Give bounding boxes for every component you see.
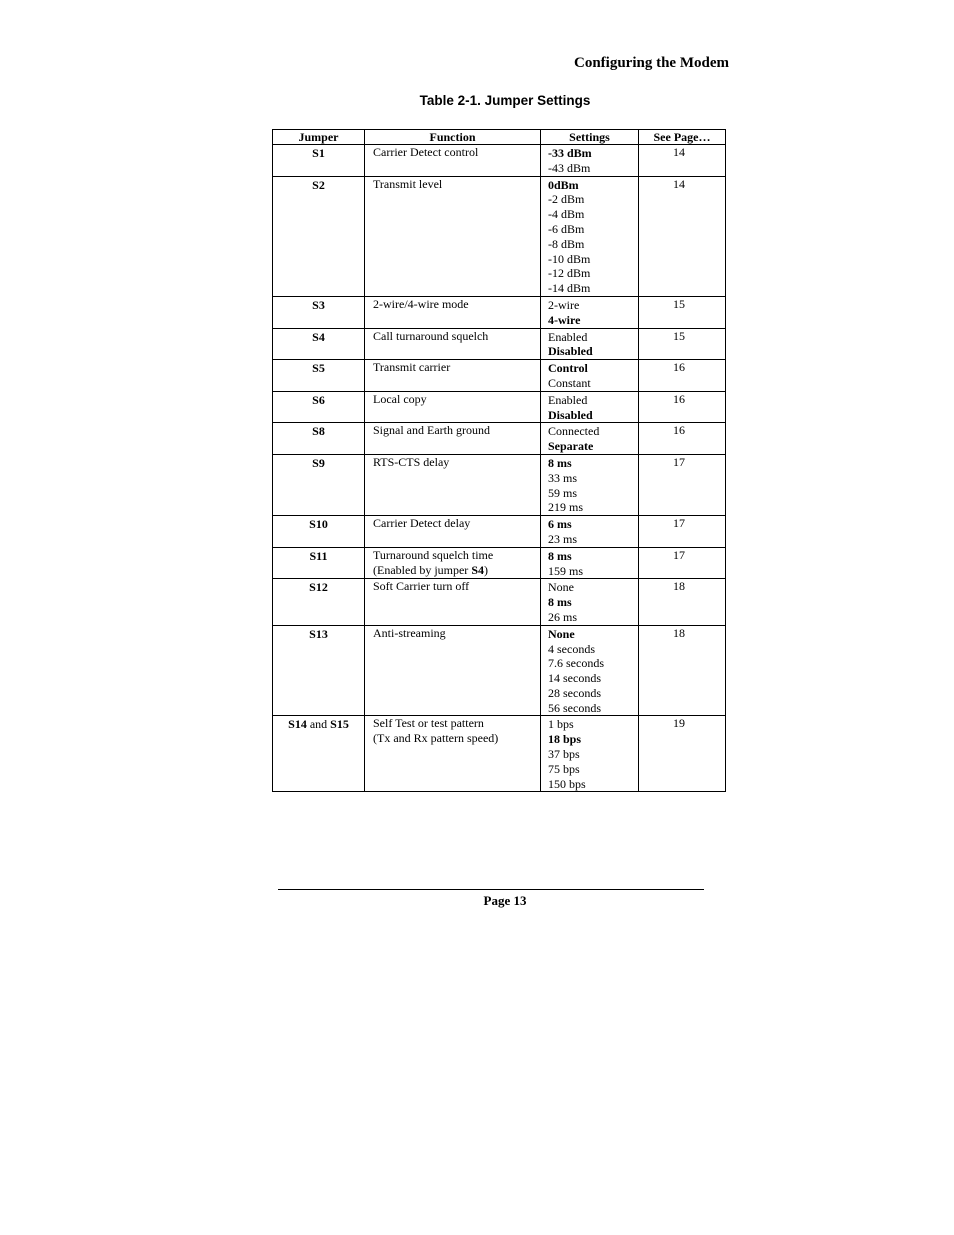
page-number: Page 13 xyxy=(483,893,527,908)
table-row xyxy=(273,516,726,548)
setting-option: 23 ms xyxy=(548,531,578,546)
function-cell xyxy=(365,176,541,296)
setting-option-default: 8 ms xyxy=(548,455,572,470)
jumper-cell xyxy=(273,579,365,625)
see-page-cell: 16 xyxy=(639,360,726,392)
jumper-label: S9 xyxy=(312,455,325,470)
jumper-cell xyxy=(273,547,365,579)
setting-option: 75 bps xyxy=(548,761,580,776)
function-text: Carrier Detect delay xyxy=(373,516,471,531)
setting-option-default: 0dBm xyxy=(548,177,579,192)
setting-option: -43 dBm xyxy=(548,160,591,175)
setting-option-default: Disabled xyxy=(548,344,593,359)
function-cell xyxy=(365,547,541,579)
table-body xyxy=(273,145,726,792)
settings-cell xyxy=(541,391,639,423)
settings-cell xyxy=(541,547,639,579)
function-text: Carrier Detect control xyxy=(373,145,479,159)
table-row xyxy=(273,423,726,455)
function-cell xyxy=(365,454,541,515)
setting-option: -6 dBm xyxy=(548,221,585,236)
jumper-label: S10 xyxy=(309,517,328,532)
setting-option: -8 dBm xyxy=(548,236,585,251)
column-header-function: Function xyxy=(365,130,541,145)
see-page-cell: 14 xyxy=(639,176,726,296)
setting-option: -4 dBm xyxy=(548,207,585,222)
setting-option: 1 bps xyxy=(548,717,574,732)
jumper-label: S3 xyxy=(312,297,325,312)
table-row xyxy=(273,579,726,625)
setting-option: Connected xyxy=(548,424,600,439)
function-cell xyxy=(365,423,541,455)
setting-option-default: Control xyxy=(548,361,588,376)
footer-rule xyxy=(278,889,704,890)
settings-cell xyxy=(541,328,639,360)
setting-option: 219 ms xyxy=(548,500,584,515)
jumper-cell xyxy=(273,625,365,716)
function-cell xyxy=(365,145,541,177)
function-text: RTS-CTS delay xyxy=(373,454,450,469)
see-page-cell: 17 xyxy=(639,516,726,548)
function-text: 2-wire/4-wire mode xyxy=(373,296,469,311)
settings-cell xyxy=(541,360,639,392)
settings-cell xyxy=(541,516,639,548)
setting-option: Enabled xyxy=(548,392,588,407)
jumper-cell xyxy=(273,423,365,455)
function-cell xyxy=(365,716,541,792)
jumper-cell xyxy=(273,328,365,360)
jumper-label: S6 xyxy=(312,392,325,407)
see-page-cell: 18 xyxy=(639,579,726,625)
jumper-label: S15 xyxy=(330,717,349,732)
function-cell xyxy=(365,625,541,716)
function-text: Turnaround squelch time xyxy=(373,547,494,562)
settings-cell xyxy=(541,296,639,328)
see-page-cell: 18 xyxy=(639,625,726,716)
jumper-cell xyxy=(273,716,365,792)
jumper-cell xyxy=(273,296,365,328)
table-caption: Table 2-1. Jumper Settings xyxy=(419,93,591,108)
setting-option: 4 seconds xyxy=(548,641,595,656)
table-row xyxy=(273,625,726,716)
jumper-cell xyxy=(273,454,365,515)
setting-option-default: 6 ms xyxy=(548,517,572,532)
settings-cell xyxy=(541,176,639,296)
table-row xyxy=(273,176,726,296)
setting-option-default: 18 bps xyxy=(548,732,582,747)
settings-cell xyxy=(541,579,639,625)
setting-option: None xyxy=(548,580,574,595)
setting-option: 56 seconds xyxy=(548,700,601,715)
settings-cell xyxy=(541,423,639,455)
table-row xyxy=(273,454,726,515)
function-cell xyxy=(365,296,541,328)
setting-option-default: 8 ms xyxy=(548,595,572,610)
function-text: Self Test or test pattern xyxy=(373,716,484,731)
function-text: Soft Carrier turn off xyxy=(373,579,470,594)
setting-option-default: 8 ms xyxy=(548,548,572,563)
table-row xyxy=(273,360,726,392)
jumper-settings-table xyxy=(272,129,726,792)
function-cell xyxy=(365,328,541,360)
see-page-cell: 15 xyxy=(639,296,726,328)
table-header-row xyxy=(273,130,726,145)
table-row xyxy=(273,547,726,579)
see-page-cell: 14 xyxy=(639,145,726,177)
setting-option: -12 dBm xyxy=(548,266,591,281)
column-header-settings: Settings xyxy=(541,130,639,145)
setting-option: 59 ms xyxy=(548,485,578,500)
function-text: Transmit carrier xyxy=(373,360,451,375)
setting-option: 159 ms xyxy=(548,563,584,578)
function-text: Call turnaround squelch xyxy=(373,328,489,343)
function-text: Signal and Earth ground xyxy=(373,423,490,438)
see-page-cell: 16 xyxy=(639,391,726,423)
table-row xyxy=(273,391,726,423)
settings-cell xyxy=(541,716,639,792)
setting-option: 14 seconds xyxy=(548,671,601,686)
setting-option: 2-wire xyxy=(548,297,580,312)
column-header-see-page: See Page… xyxy=(639,130,726,145)
function-cell xyxy=(365,360,541,392)
settings-cell xyxy=(541,454,639,515)
setting-option-default: Separate xyxy=(548,439,594,454)
setting-option-default: Disabled xyxy=(548,407,593,422)
function-text: (Tx and Rx pattern speed) xyxy=(373,731,499,746)
section-title: Configuring the Modem xyxy=(574,55,729,71)
see-page-cell: 19 xyxy=(639,716,726,792)
table-row xyxy=(273,328,726,360)
setting-option: Enabled xyxy=(548,329,588,344)
see-page-cell: 15 xyxy=(639,328,726,360)
setting-option: 33 ms xyxy=(548,470,578,485)
setting-option: 28 seconds xyxy=(548,685,601,700)
see-page-cell: 17 xyxy=(639,454,726,515)
jumper-cell xyxy=(273,391,365,423)
function-text: (Enabled by jumper S4) xyxy=(373,562,488,577)
jumper-label: S12 xyxy=(309,580,328,595)
setting-option: 37 bps xyxy=(548,747,580,762)
jumper-label: S2 xyxy=(312,177,325,192)
jumper-label: S1 xyxy=(312,146,325,160)
setting-option-default: 4-wire xyxy=(548,312,581,327)
jumper-label: S8 xyxy=(312,424,325,439)
jumper-label: S11 xyxy=(309,548,328,563)
settings-cell xyxy=(541,625,639,716)
jumper-cell xyxy=(273,145,365,177)
table-row xyxy=(273,716,726,792)
table-row xyxy=(273,145,726,177)
setting-option: 26 ms xyxy=(548,609,578,624)
see-page-cell: 17 xyxy=(639,547,726,579)
jumper-cell xyxy=(273,516,365,548)
function-text: Transmit level xyxy=(373,176,443,191)
setting-option: -10 dBm xyxy=(548,251,591,266)
function-cell xyxy=(365,391,541,423)
jumper-label: S4 xyxy=(312,329,325,344)
jumper-label: S5 xyxy=(312,361,325,376)
function-text: Local copy xyxy=(373,391,427,406)
jumper-label: S14 xyxy=(288,717,307,732)
setting-option: 150 bps xyxy=(548,776,586,791)
column-header-jumper: Jumper xyxy=(273,130,365,145)
setting-option-default: None xyxy=(548,626,575,641)
setting-option: -14 dBm xyxy=(548,281,591,296)
table-row xyxy=(273,296,726,328)
settings-cell xyxy=(541,145,639,177)
jumper-label: and xyxy=(306,717,331,732)
function-text: Anti-streaming xyxy=(373,625,446,640)
jumper-label: S13 xyxy=(309,626,328,641)
see-page-cell: 16 xyxy=(639,423,726,455)
setting-option-default: -33 dBm xyxy=(548,146,592,160)
jumper-cell xyxy=(273,176,365,296)
jumper-cell xyxy=(273,360,365,392)
setting-option: -2 dBm xyxy=(548,192,585,207)
function-cell xyxy=(365,516,541,548)
setting-option: Constant xyxy=(548,375,591,390)
setting-option: 7.6 seconds xyxy=(548,656,604,671)
function-cell xyxy=(365,579,541,625)
